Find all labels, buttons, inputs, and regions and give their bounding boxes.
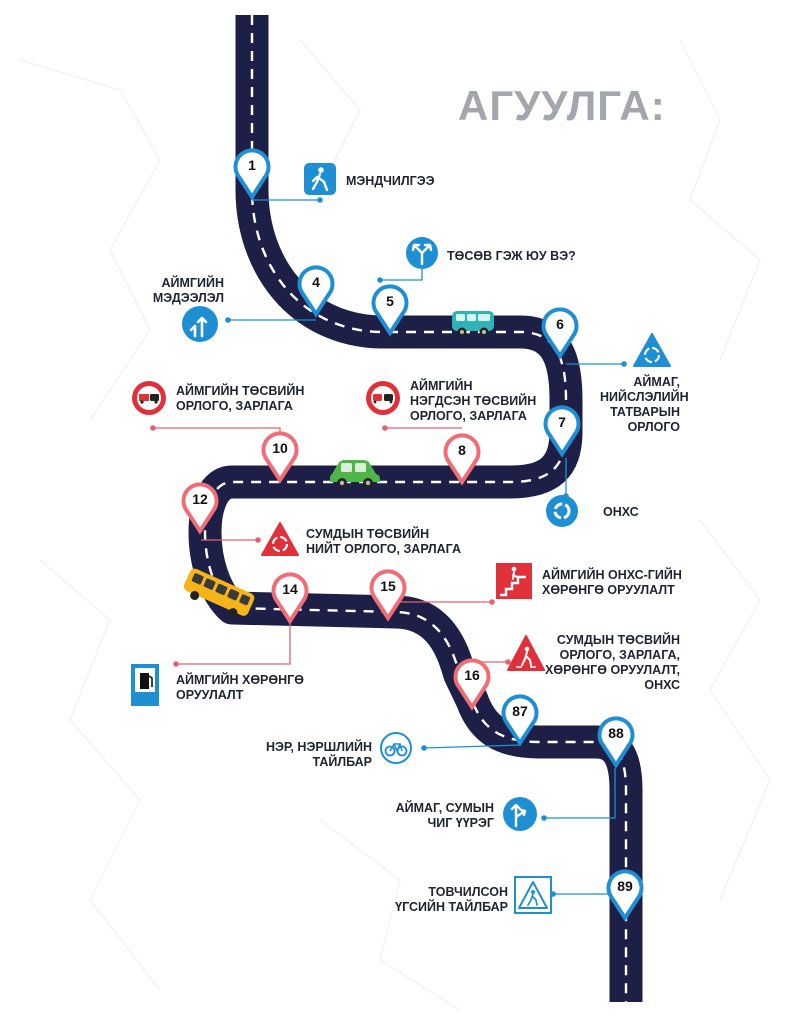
label-line: МЭДЭЭЛЭЛ xyxy=(152,291,224,305)
label-line: АЙМАГ, xyxy=(633,375,680,389)
label-line: АЙМГИЙН ТӨСВИЙН xyxy=(176,384,305,398)
entry-15-label xyxy=(542,568,682,598)
pin-number: 10 xyxy=(272,440,288,456)
pedestrian-crossing-warning-icon xyxy=(508,636,544,670)
pin-number: 14 xyxy=(282,581,298,597)
pedestrian-sign-icon xyxy=(304,163,336,195)
entry-14-label xyxy=(176,673,304,703)
pin-number: 87 xyxy=(512,703,528,719)
label-line: ХӨРӨНГӨ ОРУУЛАЛТ, xyxy=(545,663,680,677)
recycle-triangle-sign-icon xyxy=(634,334,670,366)
label-line: СУМДЫН ТӨСВИЙН xyxy=(306,527,430,541)
pin-number: 5 xyxy=(386,293,394,309)
label-line: МЭНДЧИЛГЭЭ xyxy=(346,174,435,188)
entry-5-label xyxy=(447,249,576,264)
entry-16-label xyxy=(540,633,680,693)
label-line: ОНХС xyxy=(603,505,639,519)
label-line: ХӨРӨНГӨ ОРУУЛАЛТ xyxy=(542,583,675,597)
label-line: НЭР, НЭРШЛИЙН xyxy=(265,740,372,754)
label-line: ОРУУЛАЛТ xyxy=(176,688,244,702)
label-line: ОРЛОГО xyxy=(627,420,680,434)
pin-number: 4 xyxy=(312,274,320,290)
entry-10-label xyxy=(176,384,304,414)
entry-8-label xyxy=(410,379,536,424)
entry-87-label xyxy=(256,740,372,770)
label-line: ТОВЧИЛСОН xyxy=(428,885,508,899)
recycle-warning-sign-icon xyxy=(262,523,298,555)
label-line: НИЙСЛЭЛИЙН xyxy=(600,390,689,404)
entry-12-label xyxy=(306,527,461,557)
no-truck-overtaking-sign-icon xyxy=(132,381,166,415)
label-line: АЙМГИЙН ОНХС-ГИЙН xyxy=(542,568,682,582)
leader-14 xyxy=(176,620,290,664)
fuel-station-sign-icon xyxy=(131,664,159,706)
pin-number: 12 xyxy=(192,491,208,507)
leader-88 xyxy=(544,768,615,818)
label-line: АЙМГИЙН xyxy=(410,379,473,393)
turn-arrow-sign-icon xyxy=(182,306,218,342)
label-line: ОРЛОГО, ЗАРЛАГА xyxy=(176,399,293,413)
pin-number: 16 xyxy=(464,667,480,683)
pin-number: 88 xyxy=(608,725,624,741)
label-line: ОРЛОГО, ЗАРЛАГА, xyxy=(559,648,680,662)
entry-89-label xyxy=(390,885,508,915)
label-line: АЙМГИЙН ХӨРӨНГӨ xyxy=(176,673,304,687)
page-title: АГУУЛГА: xyxy=(458,82,666,129)
leader-10 xyxy=(153,428,280,470)
split-direction-sign-icon xyxy=(406,237,438,269)
label-line: АЙМГИЙН xyxy=(161,276,224,290)
no-overtaking-sign-icon xyxy=(366,381,400,415)
label-line: ОРЛОГО, ЗАРЛАГА xyxy=(410,409,527,423)
crosswalk-sign-icon xyxy=(515,877,551,913)
label-line: СУМДЫН ТӨСВИЙН xyxy=(556,633,680,647)
pin-number: 89 xyxy=(617,878,633,894)
straight-or-right-sign-icon xyxy=(503,797,537,831)
underpass-stairs-sign-icon xyxy=(496,563,532,599)
pin-number: 6 xyxy=(556,316,564,332)
pin-number: 8 xyxy=(458,442,466,458)
entry-1-label xyxy=(346,174,434,189)
entry-4-label xyxy=(140,276,224,306)
pin-number: 7 xyxy=(558,414,566,430)
label-line: НИЙТ ОРЛОГО, ЗАРЛАГА xyxy=(306,542,461,556)
label-line: ТАЙЛБАР xyxy=(312,755,372,769)
label-line: ҮГСИЙН ТАЙЛБАР xyxy=(395,900,508,914)
label-line: НЭГДСЭН ТӨСВИЙН xyxy=(410,394,537,408)
label-line: ЧИГ ҮҮРЭГ xyxy=(427,816,494,830)
entry-88-label xyxy=(376,801,494,831)
label-line: ТАТВАРЫН xyxy=(610,405,680,419)
entry-7-label xyxy=(603,505,639,520)
label-line: АЙМАГ, СУМЫН xyxy=(395,801,494,815)
bicycle-sign-icon xyxy=(381,733,411,763)
label-line: ТӨСӨВ ГЭЖ ЮУ ВЭ? xyxy=(447,249,576,263)
roundabout-sign-icon xyxy=(546,495,578,527)
leader-5 xyxy=(380,268,422,280)
label-line: ОНХС xyxy=(644,678,680,692)
pin-number: 15 xyxy=(380,578,396,594)
pin-number: 1 xyxy=(248,157,256,173)
entry-6-label xyxy=(600,375,689,435)
